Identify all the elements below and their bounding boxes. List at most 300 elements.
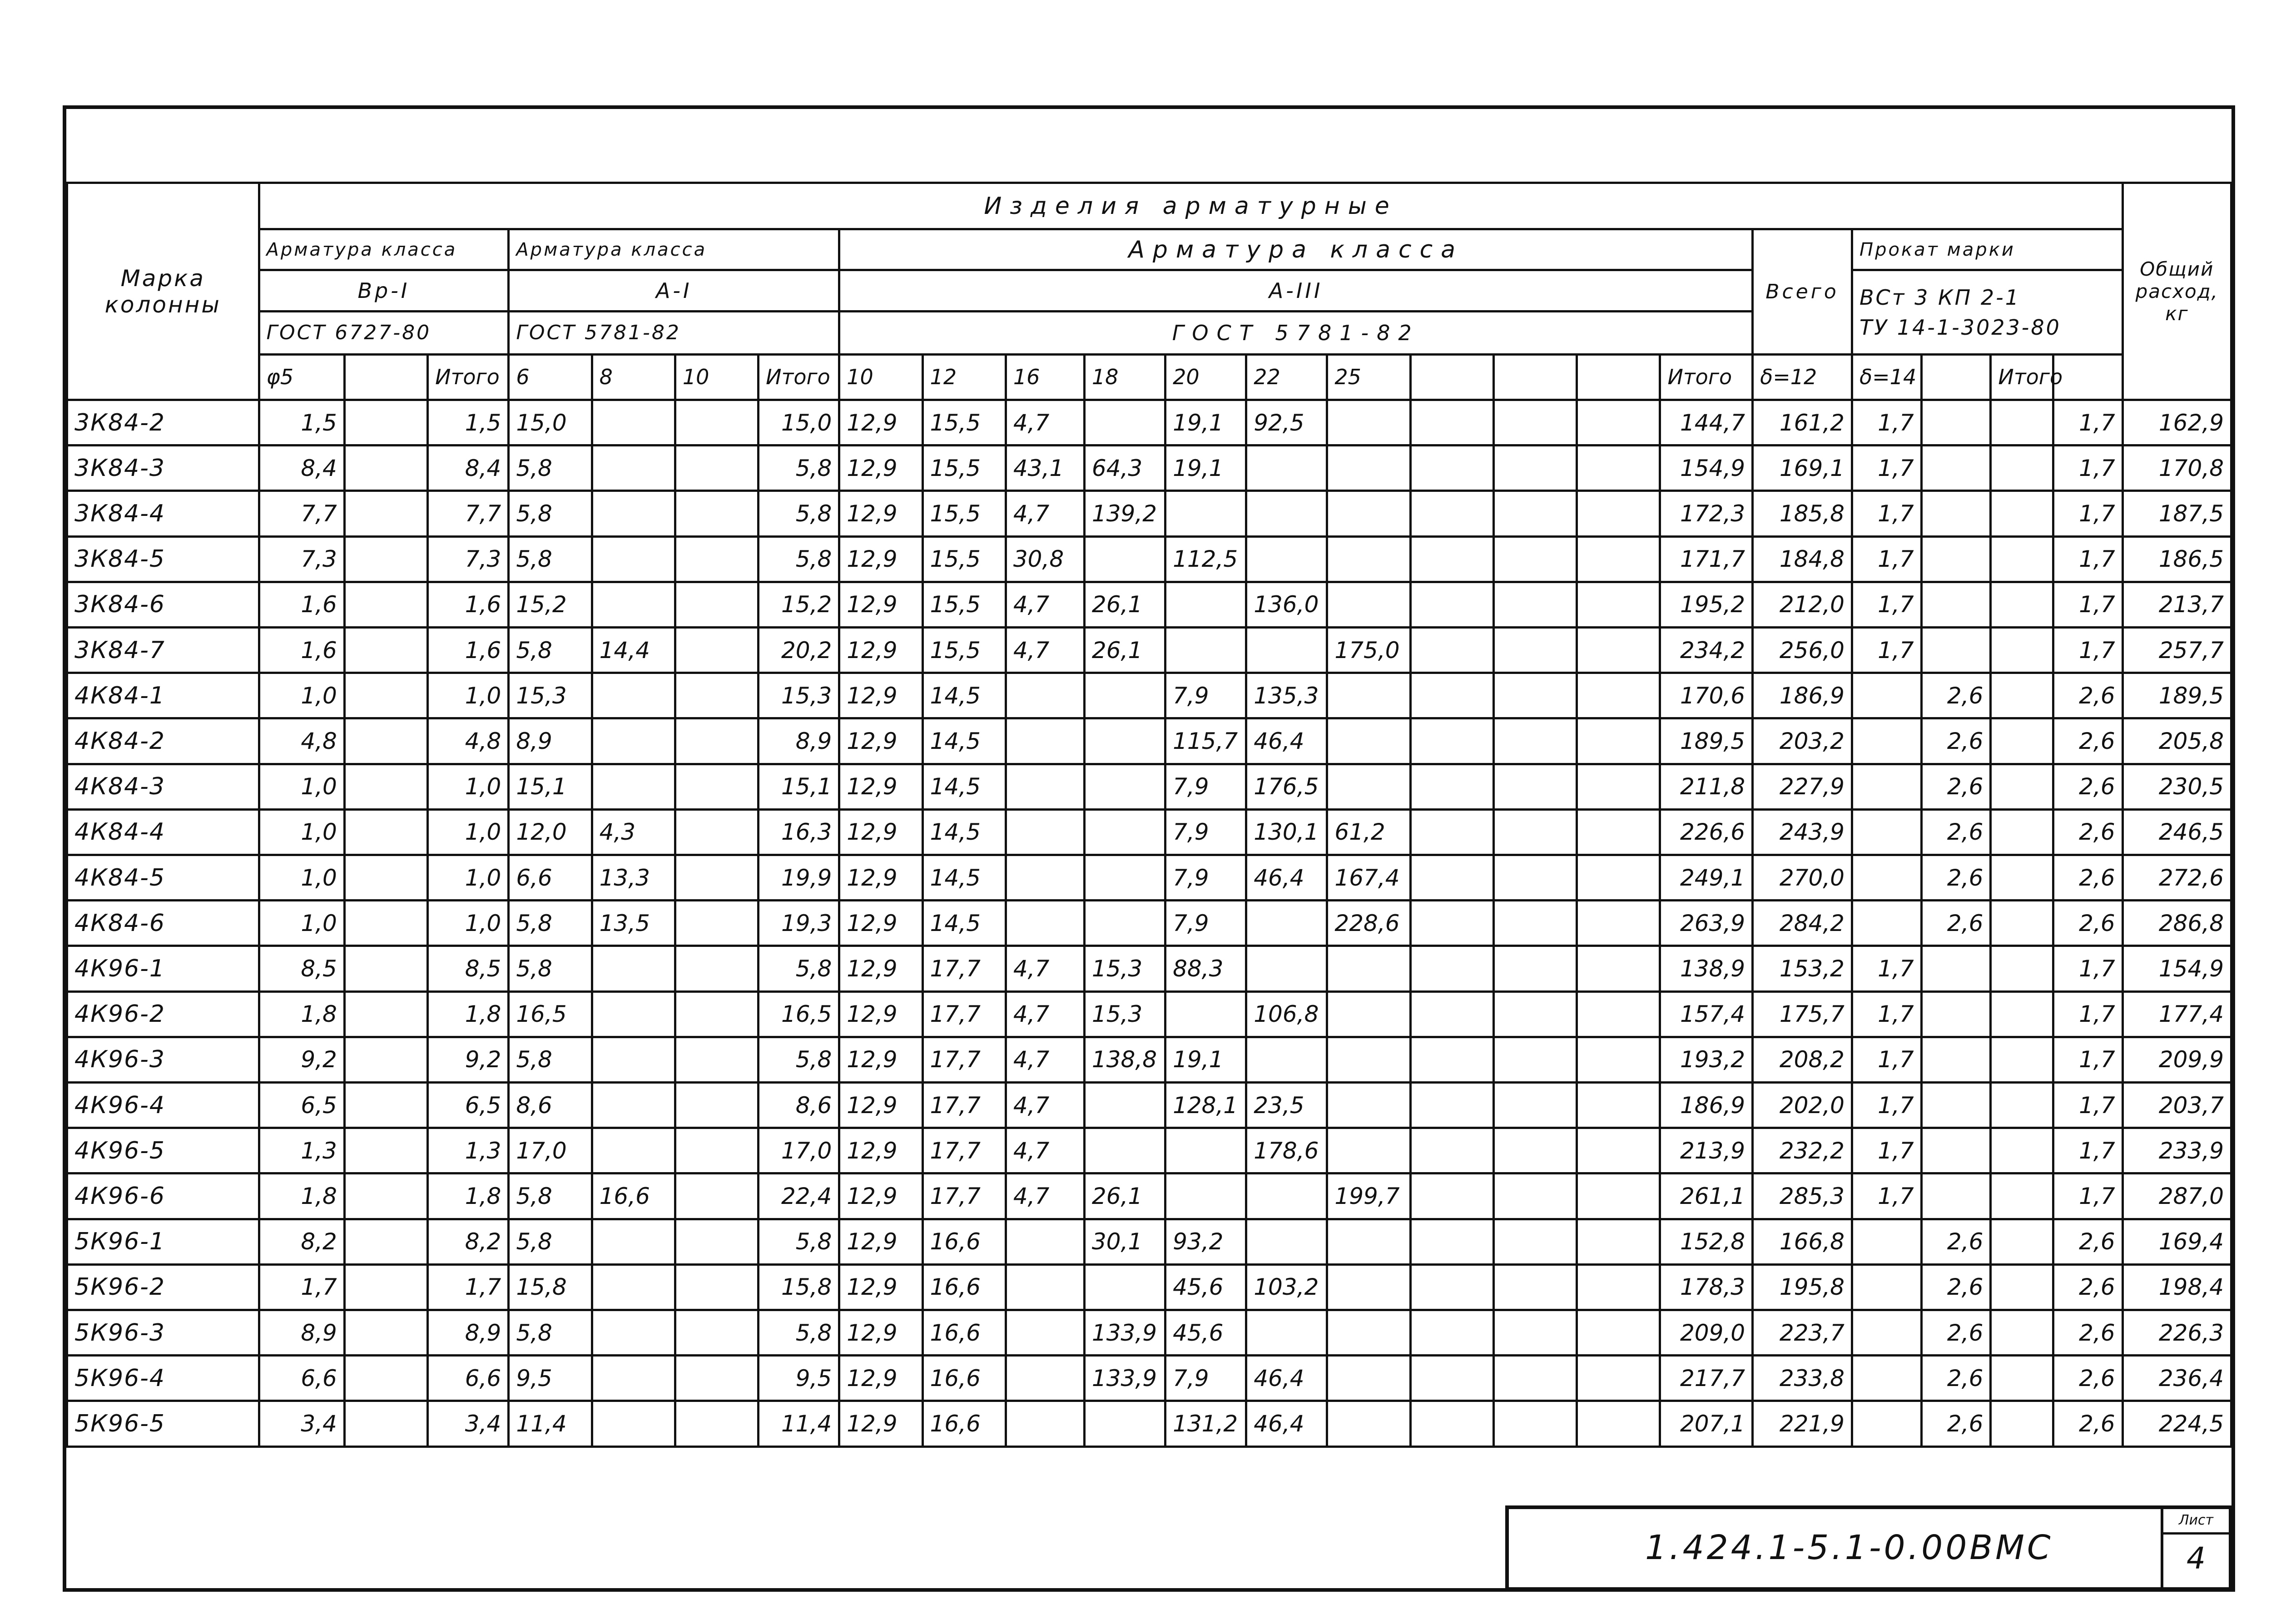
table-cell: 43,1: [1006, 446, 1084, 491]
table-cell: 15,3: [759, 673, 839, 718]
table-cell: [344, 491, 427, 536]
table-cell: [1991, 536, 2053, 582]
table-cell: 15,3: [1084, 991, 1165, 1037]
column-subheader: 8: [592, 354, 675, 400]
table-cell: [1410, 1083, 1493, 1128]
table-cell: 171,7: [1660, 536, 1753, 582]
table-cell: 46,4: [1246, 718, 1327, 764]
table-cell: 169,1: [1753, 446, 1852, 491]
table-cell: 15,8: [509, 1264, 592, 1310]
table-cell: 15,0: [509, 400, 592, 446]
table-cell: 169,4: [2122, 1219, 2231, 1264]
table-cell: [675, 400, 758, 446]
table-cell: [1410, 901, 1493, 946]
table-row: [67, 901, 2231, 946]
table-cell: [1246, 1310, 1327, 1356]
column-subheader: Итого: [428, 354, 509, 400]
table-cell: [1410, 1264, 1493, 1310]
table-cell: 5,8: [509, 628, 592, 673]
table-cell: [1577, 536, 1660, 582]
table-cell: [1991, 1264, 2053, 1310]
table-row: [67, 764, 2231, 809]
table-cell: 8,6: [759, 1083, 839, 1128]
table-cell: 30,1: [1084, 1219, 1165, 1264]
table-cell: 12,9: [839, 1037, 922, 1082]
table-cell: [1327, 582, 1410, 627]
table-cell: [675, 946, 758, 991]
sheet-label: Лист: [2163, 1509, 2229, 1535]
table-cell: 8,2: [259, 1219, 344, 1264]
column-subheader: [1921, 354, 1991, 400]
table-cell: [1165, 628, 1246, 673]
table-cell: [1991, 1083, 2053, 1128]
table-cell: 232,2: [1753, 1128, 1852, 1173]
table-cell: 213,9: [1660, 1128, 1753, 1173]
a3-grade: А-III: [839, 270, 1753, 311]
table-cell: 1,7: [2053, 991, 2122, 1037]
table-cell: [344, 536, 427, 582]
table-cell: [1327, 1356, 1410, 1401]
table-cell: 213,7: [2122, 582, 2231, 627]
table-cell: 12,9: [839, 491, 922, 536]
table-cell: 256,0: [1753, 628, 1852, 673]
table-cell: 5,8: [759, 1037, 839, 1082]
table-cell: [1493, 400, 1577, 446]
column-mark-cell: 5К96-4: [67, 1356, 259, 1401]
table-cell: 12,9: [839, 946, 922, 991]
table-cell: 19,1: [1165, 446, 1246, 491]
table-row: [67, 946, 2231, 991]
table-cell: 1,7: [1852, 628, 1921, 673]
table-cell: [1921, 536, 1991, 582]
table-cell: 15,0: [759, 400, 839, 446]
table-cell: 7,9: [1165, 855, 1246, 901]
table-cell: [592, 536, 675, 582]
table-cell: 8,4: [259, 446, 344, 491]
table-cell: [1246, 946, 1327, 991]
table-cell: 12,9: [839, 536, 922, 582]
table-cell: 175,7: [1753, 991, 1852, 1037]
table-cell: 1,0: [259, 673, 344, 718]
column-subheader: δ=12: [1753, 354, 1852, 400]
vr1-grade: Вр-I: [259, 270, 509, 311]
table-cell: 6,5: [259, 1083, 344, 1128]
table-cell: 243,9: [1753, 809, 1852, 855]
table-cell: 15,8: [759, 1264, 839, 1310]
table-cell: [1577, 1356, 1660, 1401]
table-cell: [1577, 400, 1660, 446]
table-cell: [1852, 764, 1921, 809]
table-cell: 2,6: [2053, 1401, 2122, 1447]
table-cell: 17,7: [922, 1083, 1006, 1128]
table-cell: [1006, 901, 1084, 946]
table-cell: [1410, 718, 1493, 764]
table-cell: 12,9: [839, 673, 922, 718]
table-cell: 2,6: [1921, 809, 1991, 855]
table-cell: 15,3: [509, 673, 592, 718]
column-subheader: 20: [1165, 354, 1246, 400]
table-cell: [1577, 446, 1660, 491]
table-cell: 2,6: [1921, 1356, 1991, 1401]
table-cell: 1,8: [259, 1173, 344, 1219]
table-cell: [1165, 991, 1246, 1037]
table-cell: 257,7: [2122, 628, 2231, 673]
table-cell: 152,8: [1660, 1219, 1753, 1264]
table-cell: 14,5: [922, 901, 1006, 946]
table-cell: 12,9: [839, 1264, 922, 1310]
table-cell: [1327, 1219, 1410, 1264]
table-cell: [1493, 1310, 1577, 1356]
table-cell: 17,7: [922, 1128, 1006, 1173]
table-cell: [1410, 1173, 1493, 1219]
table-cell: 131,2: [1165, 1401, 1246, 1447]
table-cell: [344, 1356, 427, 1401]
table-row: [67, 1356, 2231, 1401]
table-cell: 1,7: [2053, 1173, 2122, 1219]
table-cell: [1327, 1128, 1410, 1173]
column-mark-cell: 4К96-2: [67, 991, 259, 1037]
table-cell: [1577, 764, 1660, 809]
table-cell: 15,1: [509, 764, 592, 809]
table-cell: 92,5: [1246, 400, 1327, 446]
table-cell: [1577, 1173, 1660, 1219]
table-cell: [1410, 400, 1493, 446]
table-cell: 175,0: [1327, 628, 1410, 673]
table-cell: 223,7: [1753, 1310, 1852, 1356]
table-cell: 261,1: [1660, 1173, 1753, 1219]
column-subheader: Итого: [759, 354, 839, 400]
table-cell: 19,1: [1165, 1037, 1246, 1082]
a1-class-header: Арматура класса: [509, 229, 839, 270]
table-cell: [1327, 491, 1410, 536]
table-cell: 195,8: [1753, 1264, 1852, 1310]
table-cell: 6,5: [428, 1083, 509, 1128]
table-cell: 233,9: [2122, 1128, 2231, 1173]
table-row: [67, 809, 2231, 855]
table-cell: [675, 673, 758, 718]
column-mark-cell: 4К84-5: [67, 855, 259, 901]
table-cell: 287,0: [2122, 1173, 2231, 1219]
table-cell: [1577, 1219, 1660, 1264]
table-cell: [592, 1219, 675, 1264]
table-cell: [1991, 855, 2053, 901]
table-cell: [1921, 1128, 1991, 1173]
table-cell: [592, 1083, 675, 1128]
table-cell: 1,7: [1852, 946, 1921, 991]
table-row: [67, 673, 2231, 718]
table-cell: [592, 1310, 675, 1356]
table-cell: 15,5: [922, 446, 1006, 491]
table-cell: 1,3: [428, 1128, 509, 1173]
table-cell: 15,5: [922, 536, 1006, 582]
table-cell: 15,2: [759, 582, 839, 627]
table-cell: 5,8: [759, 446, 839, 491]
table-cell: 4,7: [1006, 491, 1084, 536]
table-cell: [1852, 1264, 1921, 1310]
table-cell: [1577, 1037, 1660, 1082]
a1-grade: А-I: [509, 270, 839, 311]
table-cell: 246,5: [2122, 809, 2231, 855]
a3-class-header: Арматура класса: [839, 229, 1753, 270]
table-cell: [1991, 582, 2053, 627]
table-cell: [675, 991, 758, 1037]
table-cell: [1084, 809, 1165, 855]
column-mark-cell: 4К84-3: [67, 764, 259, 809]
table-cell: 11,4: [759, 1401, 839, 1447]
table-cell: [1246, 901, 1327, 946]
table-cell: 12,9: [839, 1401, 922, 1447]
table-cell: 17,7: [922, 946, 1006, 991]
table-cell: [592, 991, 675, 1037]
table-cell: [1921, 1037, 1991, 1082]
table-cell: 167,4: [1327, 855, 1410, 901]
table-cell: [344, 1401, 427, 1447]
table-cell: 1,8: [428, 1173, 509, 1219]
table-cell: 1,5: [259, 400, 344, 446]
table-cell: 4,7: [1006, 946, 1084, 991]
table-cell: 1,0: [428, 901, 509, 946]
table-cell: [675, 1037, 758, 1082]
table-cell: 161,2: [1753, 400, 1852, 446]
table-cell: [1493, 991, 1577, 1037]
table-cell: 187,5: [2122, 491, 2231, 536]
table-cell: 230,5: [2122, 764, 2231, 809]
table-cell: 8,9: [428, 1310, 509, 1356]
table-cell: 1,7: [2053, 628, 2122, 673]
table-cell: 202,0: [1753, 1083, 1852, 1128]
table-cell: [1493, 1356, 1577, 1401]
table-cell: 133,9: [1084, 1356, 1165, 1401]
table-cell: [1991, 718, 2053, 764]
table-cell: [675, 855, 758, 901]
table-cell: [1410, 536, 1493, 582]
table-cell: 170,6: [1660, 673, 1753, 718]
table-cell: 4,8: [428, 718, 509, 764]
table-cell: [1493, 901, 1577, 946]
table-cell: [1084, 1401, 1165, 1447]
table-cell: 2,6: [1921, 1401, 1991, 1447]
table-cell: 1,0: [428, 855, 509, 901]
table-cell: 7,7: [259, 491, 344, 536]
table-cell: 12,9: [839, 582, 922, 627]
table-cell: 5,8: [509, 1173, 592, 1219]
table-cell: 1,7: [2053, 491, 2122, 536]
table-cell: 1,0: [259, 809, 344, 855]
table-cell: [675, 1128, 758, 1173]
column-subheader: 22: [1246, 354, 1327, 400]
table-cell: 227,9: [1753, 764, 1852, 809]
table-cell: [1493, 673, 1577, 718]
table-cell: 128,1: [1165, 1083, 1246, 1128]
table-cell: 2,6: [1921, 855, 1991, 901]
table-cell: [1084, 855, 1165, 901]
table-cell: [344, 628, 427, 673]
table-cell: 7,9: [1165, 764, 1246, 809]
table-cell: 286,8: [2122, 901, 2231, 946]
table-cell: 185,8: [1753, 491, 1852, 536]
rolled-header: Прокат марки: [1852, 229, 2122, 270]
table-cell: 5,8: [759, 491, 839, 536]
table-cell: 1,6: [259, 582, 344, 627]
table-cell: 12,9: [839, 1310, 922, 1356]
table-cell: 1,7: [1852, 1083, 1921, 1128]
subheader-row: [67, 354, 2231, 400]
table-cell: 16,5: [509, 991, 592, 1037]
table-cell: 61,2: [1327, 809, 1410, 855]
table-cell: 16,6: [922, 1219, 1006, 1264]
table-cell: [1006, 1401, 1084, 1447]
table-cell: 3,4: [428, 1401, 509, 1447]
table-cell: 2,6: [2053, 1310, 2122, 1356]
table-cell: 26,1: [1084, 582, 1165, 627]
table-cell: [1410, 1356, 1493, 1401]
table-cell: 130,1: [1246, 809, 1327, 855]
table-cell: 5,8: [509, 1219, 592, 1264]
column-subheader: 12: [922, 354, 1006, 400]
table-cell: 7,9: [1165, 901, 1246, 946]
table-cell: [1327, 1264, 1410, 1310]
table-cell: 199,7: [1327, 1173, 1410, 1219]
table-cell: [592, 1128, 675, 1173]
table-cell: [1410, 764, 1493, 809]
table-cell: [592, 1401, 675, 1447]
column-subheader: δ=14: [1852, 354, 1921, 400]
table-cell: [1577, 1264, 1660, 1310]
table-cell: [1577, 718, 1660, 764]
table-cell: 45,6: [1165, 1310, 1246, 1356]
table-cell: [1246, 1037, 1327, 1082]
table-cell: [675, 1219, 758, 1264]
table-cell: [592, 673, 675, 718]
table-cell: [1493, 536, 1577, 582]
table-cell: [592, 582, 675, 627]
table-cell: 1,7: [2053, 1128, 2122, 1173]
table-cell: 1,3: [259, 1128, 344, 1173]
column-mark-cell: 3К84-2: [67, 400, 259, 446]
table-cell: [1991, 809, 2053, 855]
table-cell: 1,6: [259, 628, 344, 673]
table-cell: [1991, 901, 2053, 946]
table-cell: [1410, 491, 1493, 536]
table-cell: 17,7: [922, 991, 1006, 1037]
column-mark-cell: 4К84-2: [67, 718, 259, 764]
title-block: [1505, 1505, 2232, 1591]
table-cell: [675, 582, 758, 627]
table-cell: [1852, 855, 1921, 901]
table-cell: 5,8: [509, 491, 592, 536]
table-cell: [675, 718, 758, 764]
table-cell: 6,6: [428, 1356, 509, 1401]
table-cell: 64,3: [1084, 446, 1165, 491]
table-cell: 157,4: [1660, 991, 1753, 1037]
column-mark-cell: 4К84-1: [67, 673, 259, 718]
table-cell: 8,9: [509, 718, 592, 764]
table-cell: [1246, 628, 1327, 673]
table-cell: [675, 809, 758, 855]
table-cell: 17,7: [922, 1173, 1006, 1219]
table-cell: 7,9: [1165, 809, 1246, 855]
table-cell: 154,9: [1660, 446, 1753, 491]
table-cell: 7,3: [428, 536, 509, 582]
table-cell: [344, 446, 427, 491]
table-cell: 20,2: [759, 628, 839, 673]
table-cell: 3,4: [259, 1401, 344, 1447]
table-cell: [1991, 1173, 2053, 1219]
table-cell: 1,0: [428, 809, 509, 855]
table-cell: [1084, 673, 1165, 718]
table-cell: 9,5: [509, 1356, 592, 1401]
table-cell: [1991, 400, 2053, 446]
table-cell: 12,9: [839, 764, 922, 809]
column-mark-cell: 3К84-4: [67, 491, 259, 536]
table-cell: [675, 1173, 758, 1219]
table-cell: 1,7: [1852, 991, 1921, 1037]
table-cell: 12,9: [839, 1356, 922, 1401]
table-cell: [1165, 1128, 1246, 1173]
table-cell: 2,6: [1921, 1219, 1991, 1264]
table-cell: [1577, 1083, 1660, 1128]
table-cell: 1,7: [1852, 1037, 1921, 1082]
column-subheader: Итого: [1991, 354, 2053, 400]
table-cell: 1,7: [428, 1264, 509, 1310]
table-cell: 2,6: [1921, 1264, 1991, 1310]
table-cell: [1852, 1356, 1921, 1401]
table-cell: [1327, 1083, 1410, 1128]
table-cell: 15,3: [1084, 946, 1165, 991]
table-cell: [1410, 1401, 1493, 1447]
table-cell: [1084, 400, 1165, 446]
table-cell: 189,5: [1660, 718, 1753, 764]
table-cell: 284,2: [1753, 901, 1852, 946]
table-cell: 5,8: [509, 536, 592, 582]
column-mark-cell: 5К96-3: [67, 1310, 259, 1356]
table-cell: [675, 1356, 758, 1401]
table-cell: 2,6: [2053, 1219, 2122, 1264]
table-cell: [1410, 673, 1493, 718]
document-code: 1.424.1-5.1-0.00ВМС: [1645, 1528, 2053, 1567]
table-cell: 4,7: [1006, 1173, 1084, 1219]
table-cell: [1006, 718, 1084, 764]
table-cell: 5,8: [759, 536, 839, 582]
table-cell: 2,6: [2053, 718, 2122, 764]
table-cell: [1006, 1264, 1084, 1310]
table-cell: [675, 901, 758, 946]
table-cell: 4,7: [1006, 628, 1084, 673]
table-cell: [1493, 764, 1577, 809]
table-cell: 212,0: [1753, 582, 1852, 627]
table-row: [67, 582, 2231, 627]
column-mark-cell: 5К96-1: [67, 1219, 259, 1264]
table-cell: 170,8: [2122, 446, 2231, 491]
table-cell: [1991, 1356, 2053, 1401]
table-cell: [1921, 946, 1991, 991]
table-cell: [1327, 764, 1410, 809]
table-cell: 166,8: [1753, 1219, 1852, 1264]
a3-gost: ГОСТ 5781-82: [839, 311, 1753, 354]
table-cell: 4,7: [1006, 1128, 1084, 1173]
table-cell: 178,3: [1660, 1264, 1753, 1310]
table-cell: [1084, 536, 1165, 582]
table-cell: [1327, 1401, 1410, 1447]
table-cell: [1493, 1401, 1577, 1447]
table-cell: [1006, 1219, 1084, 1264]
table-cell: [1246, 536, 1327, 582]
table-cell: 8,2: [428, 1219, 509, 1264]
table-cell: 2,6: [2053, 901, 2122, 946]
table-cell: 172,3: [1660, 491, 1753, 536]
table-cell: 7,7: [428, 491, 509, 536]
table-cell: 6,6: [259, 1356, 344, 1401]
